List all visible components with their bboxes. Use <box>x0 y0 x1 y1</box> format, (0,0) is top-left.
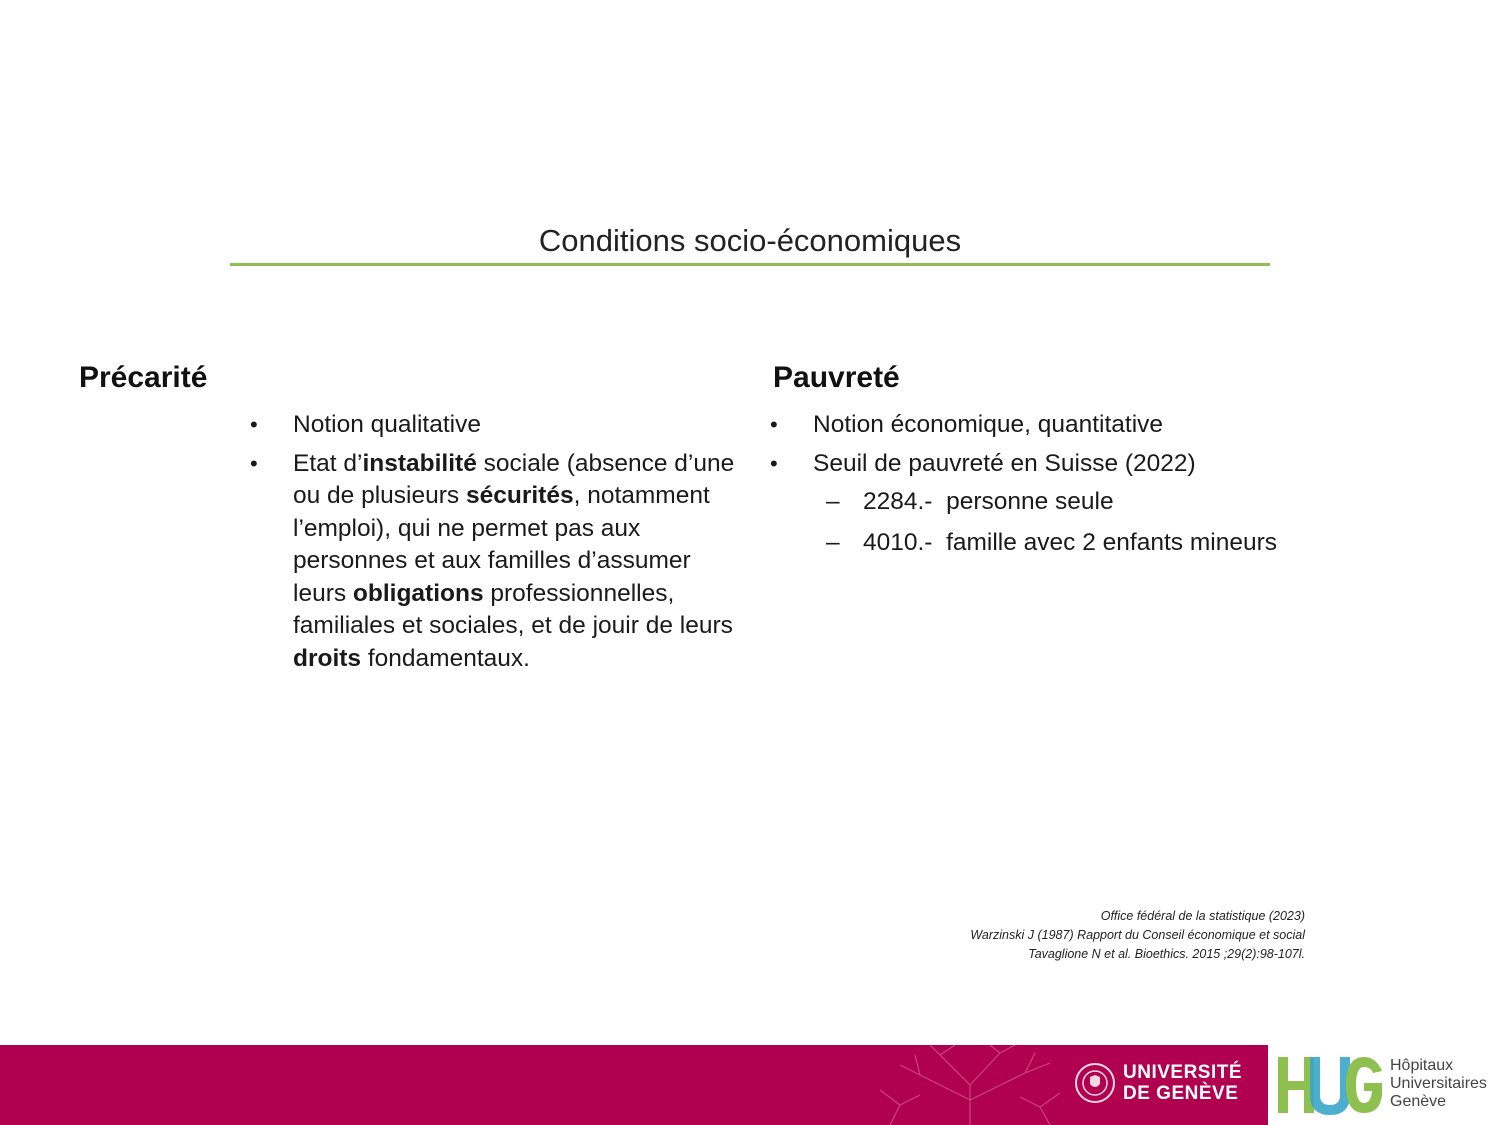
bullet-icon: • <box>770 412 778 437</box>
tree-pattern-icon <box>860 1045 1080 1125</box>
bullet-icon: • <box>770 450 778 476</box>
right-bullet-list <box>770 409 1290 567</box>
dash-icon: – <box>826 488 840 515</box>
dash-icon: – <box>826 528 840 556</box>
emphasis-text: instabilité <box>362 449 477 477</box>
text-segment: fondamentaux. <box>361 644 530 672</box>
reference-line: Warzinski J (1987) Rapport du Conseil économique et social <box>970 928 1305 942</box>
hug-logo-icon <box>1276 1053 1384 1117</box>
slide-title: Conditions socio-économiques <box>538 223 962 258</box>
right-heading: Pauvreté <box>773 361 900 394</box>
sub-item-text: 2284.- personne seule <box>863 488 1114 515</box>
emphasis-text: sécurités <box>465 482 574 509</box>
text-segment: sociale (absence d’une ou de plusieurs <box>293 449 735 509</box>
list-item-text: Seuil de pauvreté en Suisse (2022) <box>813 449 1196 477</box>
references <box>970 907 1305 964</box>
text-segment: , notamment l’emploi), qui ne permet pas aux personnes et aux familles d’assumer leurs <box>293 482 710 607</box>
university-seal-icon <box>1075 1063 1115 1103</box>
text-segment: professionnelles, familiales et sociales, et de jouir de leurs <box>293 579 733 639</box>
bullet-icon: • <box>250 450 258 476</box>
emphasis-text: obligations <box>352 579 484 607</box>
title-underline <box>230 263 1270 266</box>
left-bullet-list <box>250 409 750 681</box>
sub-list-item <box>813 486 1290 519</box>
emphasis-text: droits <box>293 644 362 672</box>
list-item-text: Notion qualitative <box>293 411 481 438</box>
sub-item-text: 4010.- famille avec 2 enfants mineurs <box>863 528 1277 556</box>
unige-line2: DE GENÈVE <box>1123 1083 1239 1104</box>
left-heading: Précarité <box>79 361 208 394</box>
text-segment: Etat d’ <box>293 449 363 477</box>
reference-line: Office fédéral de la statistique (2023) <box>1100 909 1305 923</box>
list-item <box>250 409 750 442</box>
bullet-icon: • <box>250 412 258 437</box>
reference-line: Tavaglione N et al. Bioethics. 2015 ;29(2):98-107l. <box>1028 947 1305 961</box>
sub-list <box>813 486 1290 559</box>
hug-line2: Universitaires <box>1390 1075 1487 1092</box>
sub-list-item <box>813 527 1290 560</box>
hug-line3: Genève <box>1390 1093 1447 1110</box>
hug-line1: Hôpitaux <box>1390 1057 1454 1074</box>
list-item <box>770 409 1290 442</box>
unige-logo <box>1075 1062 1242 1104</box>
unige-line1: UNIVERSITÉ <box>1123 1062 1243 1083</box>
hug-logo-block <box>1268 1045 1500 1125</box>
list-item-text: Notion économique, quantitative <box>813 411 1164 438</box>
list-item <box>770 448 1290 560</box>
list-item <box>250 448 750 676</box>
